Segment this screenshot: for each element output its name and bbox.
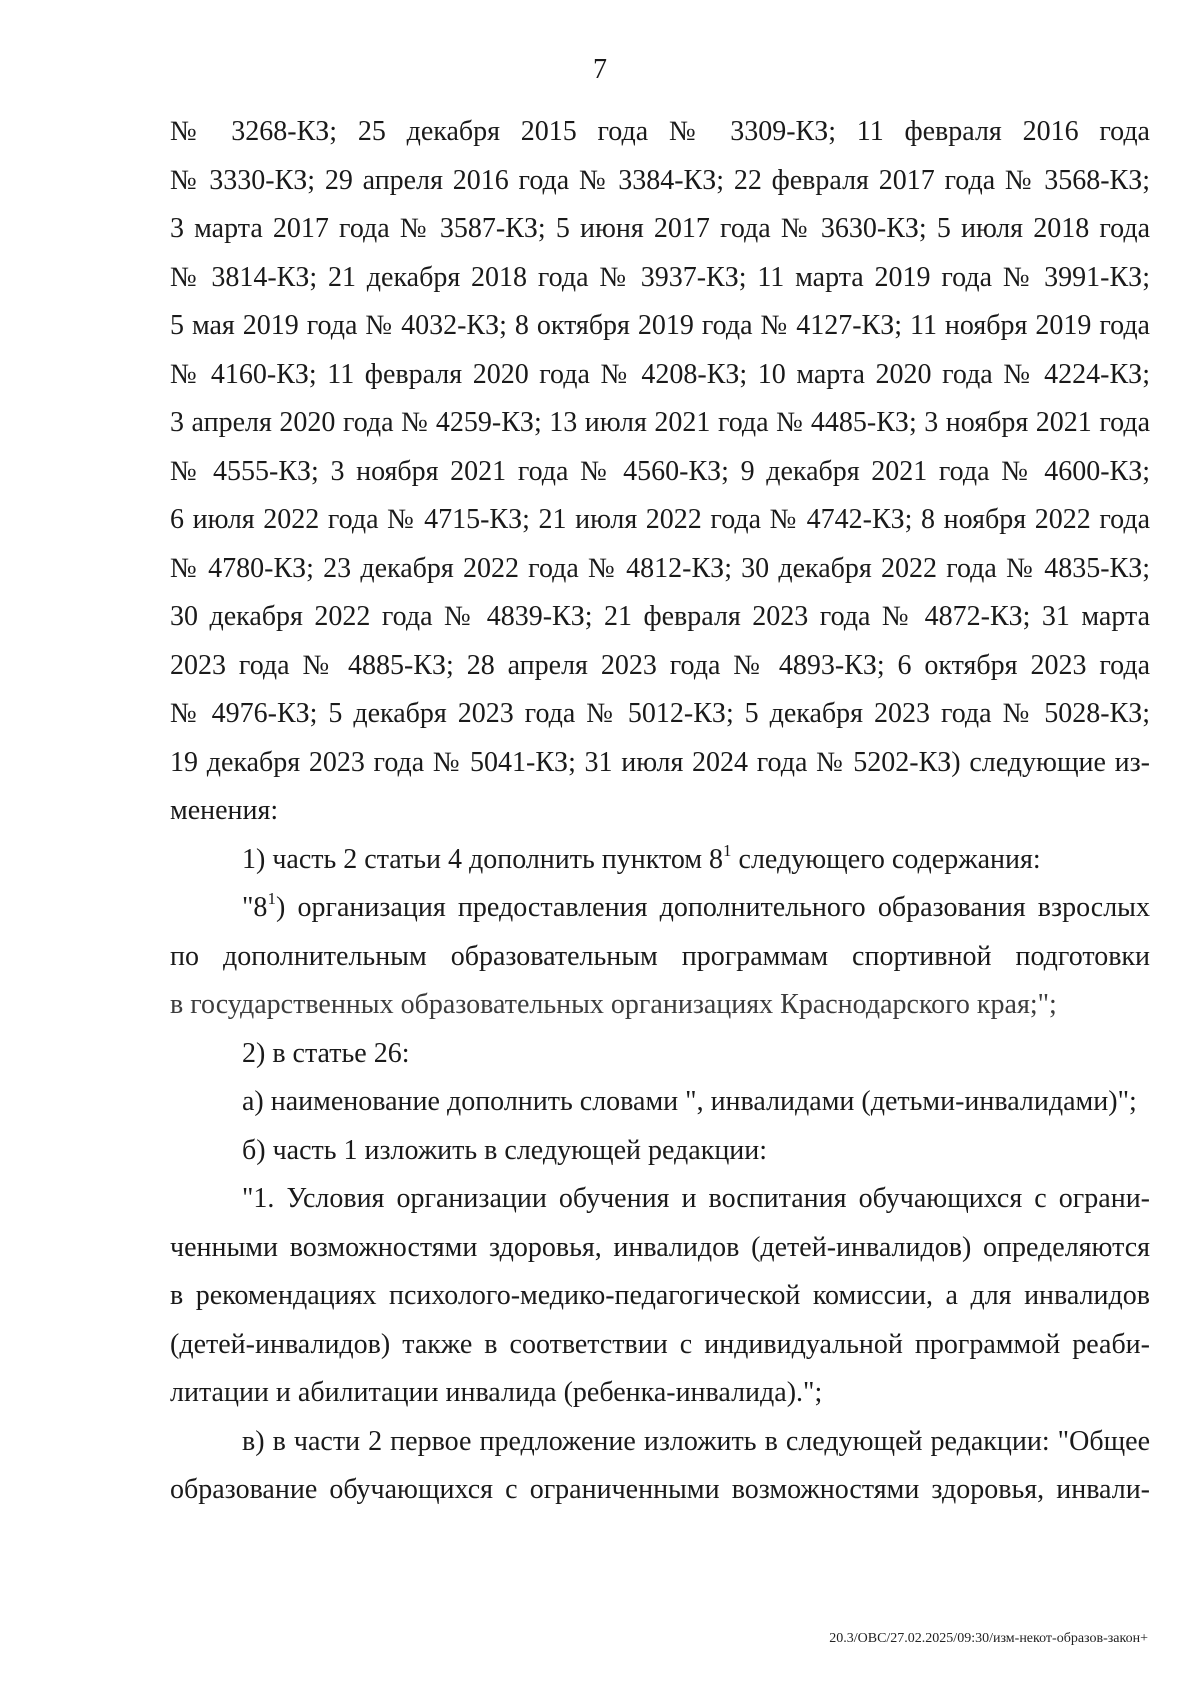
text-line: ченными возможностями здоровья, инвалидов (детей-инвалидов) определяются <box>170 1231 1150 1263</box>
text-line: 2023 года № 4885-КЗ; 28 апреля 2023 года № 4893-КЗ; 6 октября 2023 года <box>170 649 1150 681</box>
text-fragment: "8 <box>242 892 268 923</box>
document-body <box>170 108 1150 1515</box>
text-line: № 3268-КЗ; 25 декабря 2015 года № 3309-КЗ; 11 февраля 2016 года <box>170 116 1150 147</box>
page-number: 7 <box>593 54 607 85</box>
superscript: 1 <box>723 840 732 860</box>
text-line: 19 декабря 2023 года № 5041-КЗ; 31 июля 2024 года № 5202-КЗ) следующие из- <box>170 746 1150 778</box>
amendment-item-1 <box>170 836 1150 885</box>
text-fragment: следующего содержания: <box>731 843 1041 875</box>
text-line: в государственных образовательных организациях Краснодарского края;"; <box>170 989 1057 1020</box>
subitem-v: в) в части 2 первое предложение изложить в следующей редакции: "Общее <box>242 1425 1150 1457</box>
text-line: 5 мая 2019 года № 4032-КЗ; 8 октября 2019 года № 4127-КЗ; 11 ноября 2019 года <box>170 310 1150 341</box>
text-line: 3 апреля 2020 года № 4259-КЗ; 13 июля 2021 года № 4485-КЗ; 3 ноября 2021 года <box>170 407 1150 438</box>
text-line: № 3330-КЗ; 29 апреля 2016 года № 3384-КЗ; 22 февраля 2017 года № 3568-КЗ; <box>170 164 1150 196</box>
text-line: (детей-инвалидов) также в соответствии с индивидуальной программой реаби- <box>170 1328 1150 1360</box>
text-line: 30 декабря 2022 года № 4839-КЗ; 21 февраля 2023 года № 4872-КЗ; 31 марта <box>170 601 1150 632</box>
quoted-part-1: "1. Условия организации обучения и воспитания обучающихся с ограни- <box>242 1183 1150 1214</box>
text-line: 6 июля 2022 года № 4715-КЗ; 21 июля 2022 года № 4742-КЗ; 8 ноября 2022 года <box>170 504 1150 535</box>
subitem-a: а) наименование дополнить словами ", инвалидами (детьми-инвалидами)"; <box>242 1086 1137 1117</box>
text-line: в рекомендациях психолого-медико-педагогической комиссии, а для инвалидов <box>170 1280 1150 1311</box>
text-line: 3 марта 2017 года № 3587-КЗ; 5 июня 2017 года № 3630-КЗ; 5 июля 2018 года <box>170 213 1150 244</box>
text-line: № 3814-КЗ; 21 декабря 2018 года № 3937-КЗ; 11 марта 2019 года № 3991-КЗ; <box>170 261 1150 293</box>
text-line: № 4160-КЗ; 11 февраля 2020 года № 4208-КЗ; 10 марта 2020 года № 4224-КЗ; <box>170 358 1150 390</box>
text-line: литации и абилитации инвалида (ребенка-инвалида)."; <box>170 1377 823 1408</box>
text-line: № 4976-КЗ; 5 декабря 2023 года № 5012-КЗ; 5 декабря 2023 года № 5028-КЗ; <box>170 698 1150 729</box>
text-line: по дополнительным образовательным программам спортивной подготовки <box>170 940 1150 972</box>
text-line: образование обучающихся с ограниченными возможностями здоровья, инвали- <box>170 1474 1150 1505</box>
document-footer-code: 20.3/ОВС/27.02.2025/09:30/изм-некот-образов-закон+ <box>829 1631 1148 1646</box>
amendment-item-2: 2) в статье 26: <box>242 1037 410 1069</box>
text-line: № 4555-КЗ; 3 ноября 2021 года № 4560-КЗ; 9 декабря 2021 года № 4600-КЗ; <box>170 455 1150 487</box>
text-fragment: 1) часть 2 статьи 4 дополнить пунктом 8 <box>242 843 724 875</box>
text-fragment: ) организация предоставления дополнительного образования взрослых <box>275 892 1150 923</box>
quoted-point-8-1 <box>170 884 1150 933</box>
text-line: менения: <box>170 795 279 826</box>
text-line: № 4780-КЗ; 23 декабря 2022 года № 4812-КЗ; 30 декабря 2022 года № 4835-КЗ; <box>170 552 1150 584</box>
superscript: 1 <box>267 889 276 908</box>
subitem-b: б) часть 1 изложить в следующей редакции: <box>242 1134 768 1166</box>
